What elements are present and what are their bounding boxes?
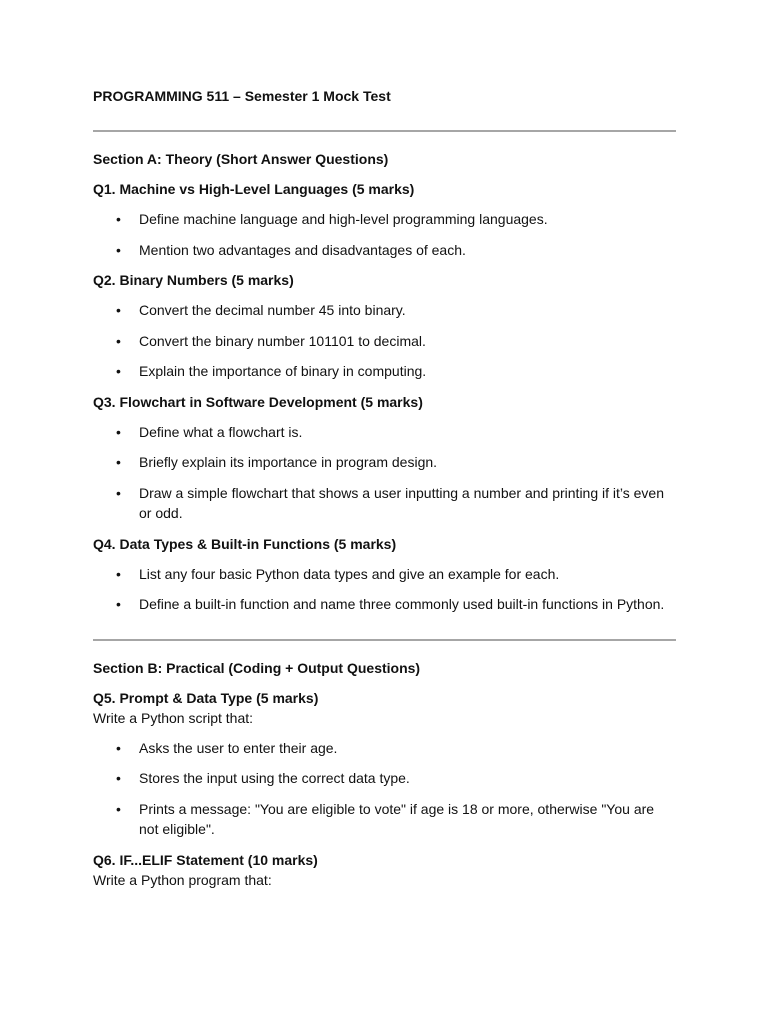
question-block	[93, 688, 676, 840]
list-item	[93, 594, 676, 615]
list-item-text: Prints a message: "You are eligible to vote" if age is 18 or more, otherwise "You are not eligible".	[139, 800, 655, 837]
list-item	[93, 483, 676, 524]
bullet-icon: •	[116, 423, 121, 440]
document-page	[93, 86, 676, 900]
question-block	[93, 850, 676, 890]
list-item	[93, 768, 676, 789]
bullet-list	[93, 564, 676, 615]
list-item-text: Draw a simple flowchart that shows a user inputting a number and printing if it’s even or odd.	[139, 484, 665, 521]
list-item	[93, 331, 676, 352]
bullet-icon: •	[116, 211, 121, 227]
list-item-text: List any four basic Python data types and give an example for each.	[139, 565, 560, 582]
bullet-icon: •	[116, 302, 121, 318]
list-item-text: Briefly explain its importance in program design.	[139, 454, 438, 470]
list-item	[93, 564, 676, 585]
list-item-text: Asks the user to enter their age.	[139, 739, 338, 756]
bullet-icon: •	[116, 800, 121, 817]
list-item-text: Stores the input using the correct data type.	[139, 770, 410, 786]
list-item	[93, 300, 676, 321]
bullet-icon: •	[116, 363, 121, 379]
bullet-list	[93, 738, 676, 840]
list-item	[93, 361, 676, 382]
bullet-icon: •	[116, 739, 121, 756]
question-title: Q6. IF...ELIF Statement (10 marks)	[93, 851, 318, 868]
list-item-text: Explain the importance of binary in computing.	[139, 363, 427, 379]
list-item	[93, 422, 676, 443]
question-title: Q3. Flowchart in Software Development (5 marks)	[93, 393, 423, 410]
list-item-text: Define machine language and high-level programming languages.	[139, 211, 548, 227]
question-title: Q5. Prompt & Data Type (5 marks)	[93, 689, 319, 706]
section-b	[93, 658, 676, 890]
bullet-list	[93, 422, 676, 524]
section-a-questions	[93, 179, 676, 615]
list-item	[93, 738, 676, 759]
question-title: Q2. Binary Numbers (5 marks)	[93, 272, 294, 288]
question-block	[93, 270, 676, 382]
section-b-heading: Section B: Practical (Coding + Output Questions)	[93, 659, 421, 676]
list-item	[93, 240, 676, 261]
horizontal-divider	[93, 130, 676, 132]
question-block	[93, 534, 676, 615]
bullet-list	[93, 209, 676, 260]
horizontal-divider	[93, 639, 676, 641]
list-item-text: Define what a flowchart is.	[139, 423, 303, 440]
question-title: Q1. Machine vs High-Level Languages (5 marks)	[93, 181, 415, 197]
list-item	[93, 452, 676, 473]
list-item-text: Convert the decimal number 45 into binary.	[139, 302, 406, 318]
question-block	[93, 392, 676, 524]
list-item	[93, 209, 676, 230]
bullet-icon: •	[116, 596, 121, 612]
bullet-icon: •	[116, 484, 121, 501]
question-intro: Write a Python program that:	[93, 871, 272, 888]
question-intro: Write a Python script that:	[93, 709, 254, 726]
bullet-icon: •	[116, 241, 121, 258]
bullet-icon: •	[116, 770, 121, 786]
bullet-icon: •	[116, 565, 121, 582]
section-b-questions	[93, 688, 676, 890]
section-a-heading: Section A: Theory (Short Answer Questions)	[93, 151, 389, 167]
list-item-text: Define a built-in function and name three commonly used built-in functions in Python.	[139, 596, 665, 612]
section-a	[93, 149, 676, 615]
bullet-list	[93, 300, 676, 382]
list-item-text: Mention two advantages and disadvantages of each.	[139, 241, 466, 258]
question-title: Q4. Data Types & Built-in Functions (5 marks)	[93, 535, 397, 552]
document-title: PROGRAMMING 511 – Semester 1 Mock Test	[93, 88, 391, 104]
list-item-text: Convert the binary number 101101 to decimal.	[139, 332, 426, 349]
list-item	[93, 799, 676, 840]
question-block	[93, 179, 676, 260]
bullet-icon: •	[116, 454, 121, 470]
bullet-icon: •	[116, 332, 121, 349]
